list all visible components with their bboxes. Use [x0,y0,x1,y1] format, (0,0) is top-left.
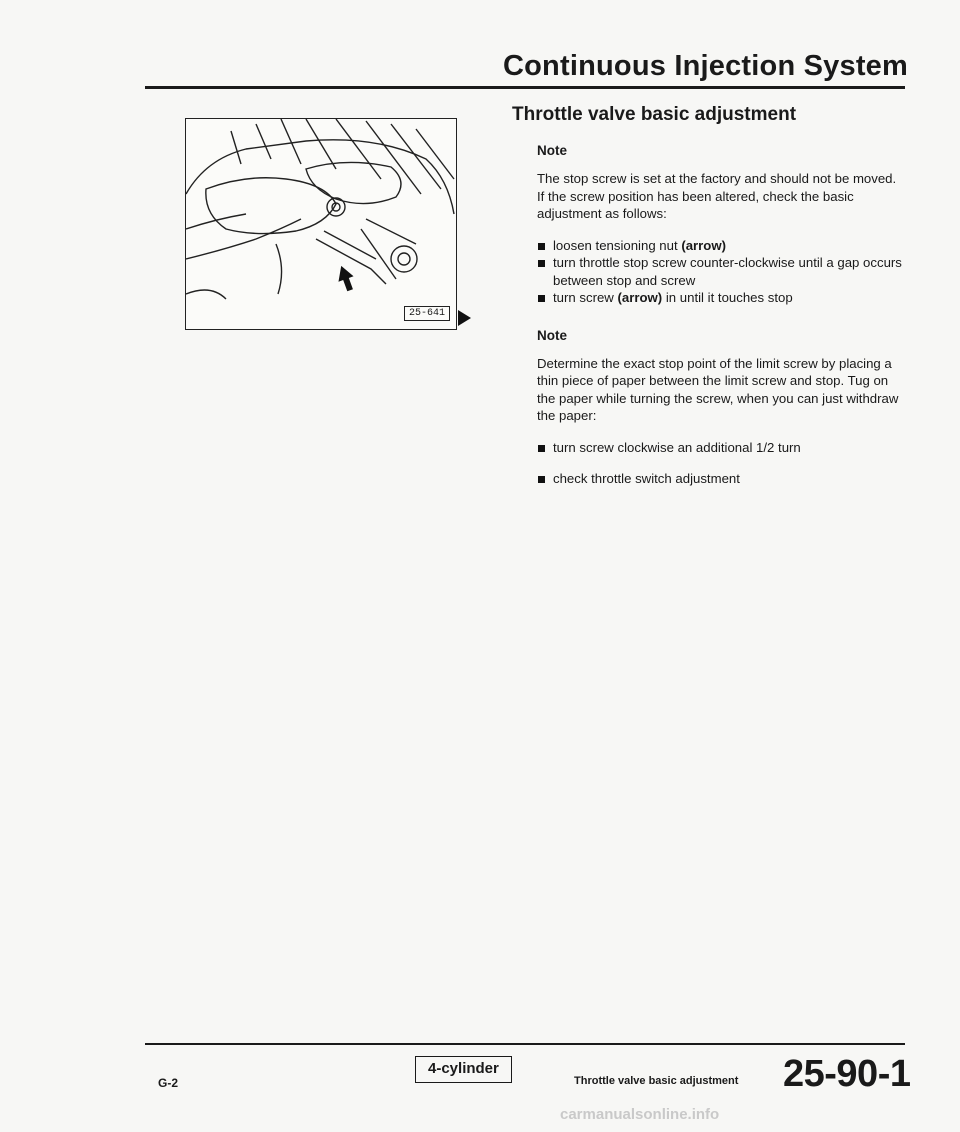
figure-number: 25-641 [404,306,450,321]
watermark: carmanualsonline.info [560,1106,720,1123]
throttle-illustration [185,118,457,330]
step-item: turn screw (arrow) in until it touches stop [537,289,907,307]
procedure-content [537,142,907,508]
footer-title: Throttle valve basic adjustment [574,1075,739,1087]
note-heading: Note [537,327,567,343]
page-number: 25-90-1 [783,1053,911,1095]
header-rule [145,86,905,89]
footer-rule [145,1043,905,1045]
page-code: G-2 [158,1076,179,1090]
note-heading: Note [537,143,567,158]
final-steps [537,439,907,488]
engine-variant-badge: 4-cylinder [415,1056,512,1083]
step-item: loosen tensioning nut (arrow) [537,237,907,255]
throttle-drawing [186,119,456,329]
section-title: Throttle valve basic adjustment [512,104,797,125]
adjustment-steps [537,237,907,307]
figure-pointer-icon [458,310,471,326]
step-item: check throttle switch adjustment [537,470,907,488]
note-paragraph: Determine the exact stop point of the limit screw by placing a thin piece of paper between the limit screw and stop. Tug on the paper while turning the screw, when you can just withdraw the paper: [537,355,899,424]
chapter-title: Continuous Injection System [503,50,908,82]
step-item: turn screw clockwise an additional 1/2 turn [537,439,907,457]
step-item: turn throttle stop screw counter-clockwise until a gap occurs between stop and screw [537,254,907,289]
note-paragraph: The stop screw is set at the factory and should not be moved. If the screw position has been altered, check the basic adjustment as follows: [537,170,897,222]
